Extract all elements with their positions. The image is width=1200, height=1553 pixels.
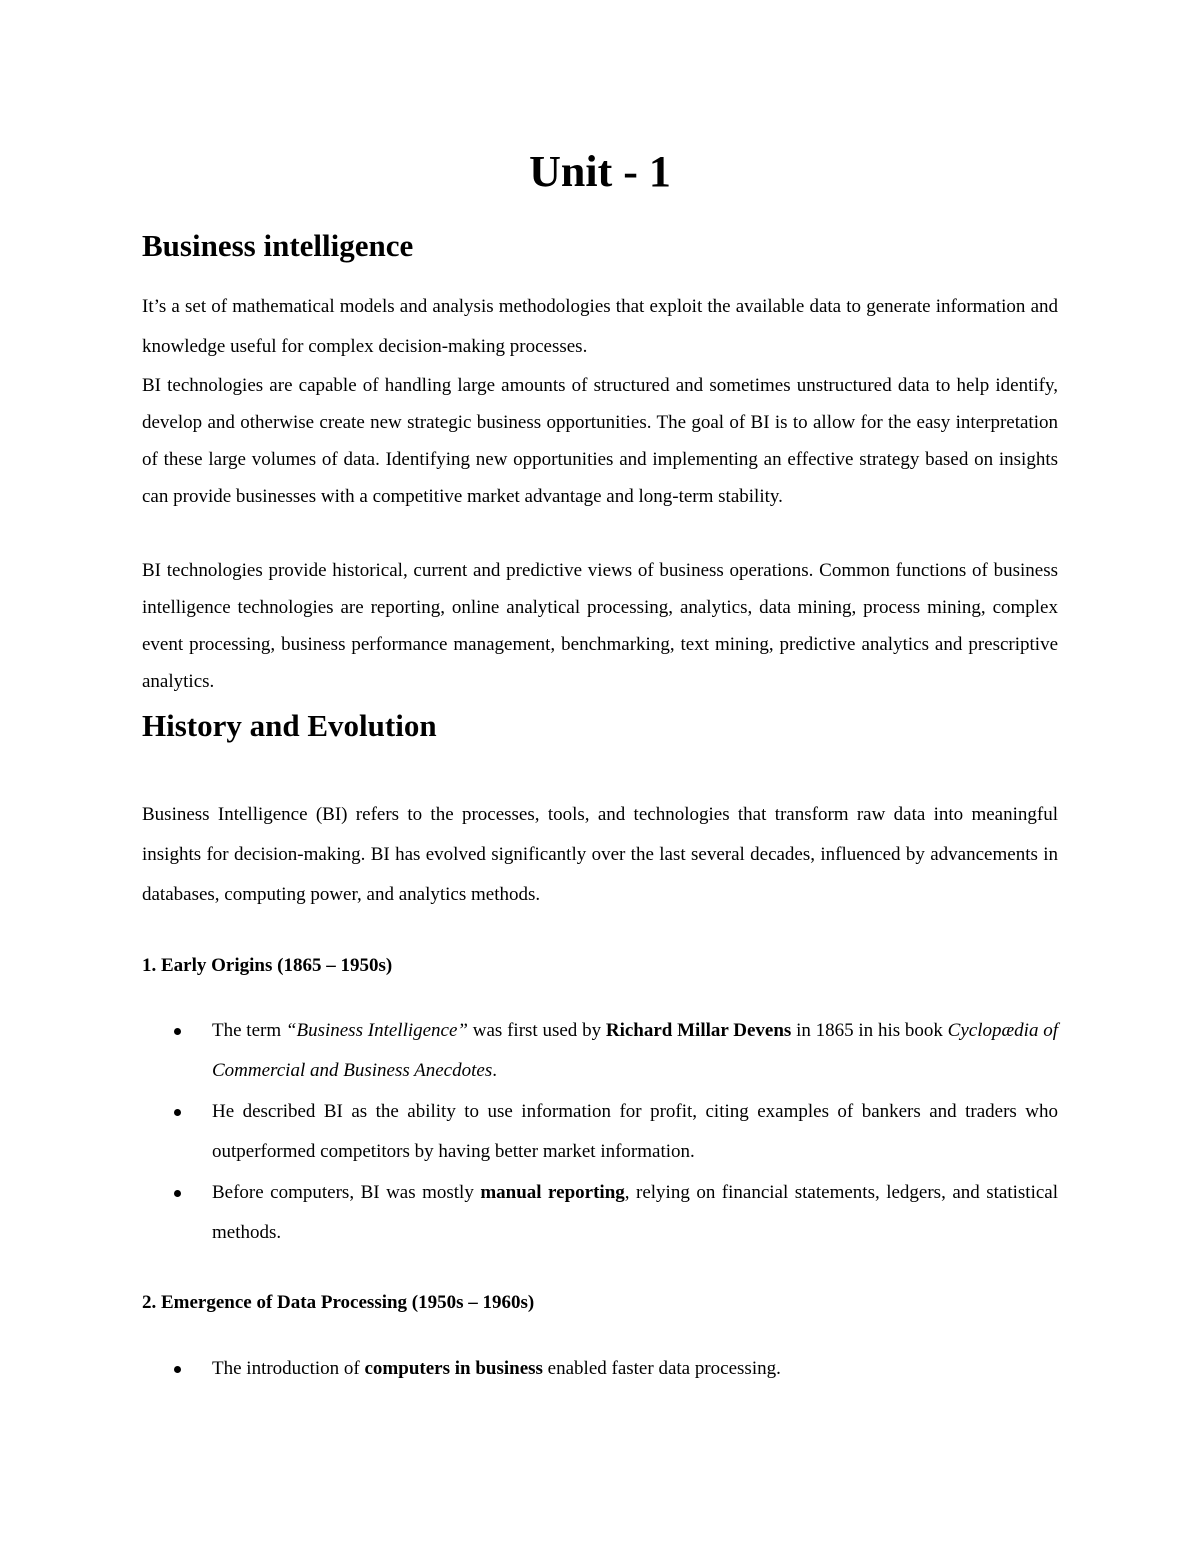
list-early-origins (142, 1011, 1058, 1254)
list-item: Before computers, BI was mostly manual reporting, relying on financial statements, ledgers, and statistical methods. (142, 1173, 1058, 1253)
list-item: He described BI as the ability to use information for profit, citing examples of bankers and traders who outperformed competitors by having better market information. (142, 1092, 1058, 1172)
list-item: The introduction of computers in business enabled faster data processing. (142, 1349, 1058, 1389)
bullet-icon (174, 1366, 181, 1373)
bullet-icon (174, 1190, 181, 1197)
paragraph-bi-definition: It’s a set of mathematical models and analysis methodologies that exploit the available data to generate information and knowledge useful for complex decision-making processes. (142, 296, 1058, 357)
paragraph-bi-technologies: BI technologies are capable of handling large amounts of structured and sometimes unstructured data to help identify, develop and otherwise create new strategic business opportunities. The goal of BI is to allow for the easy interpretation of these large volumes of data. Identifying new opportunities and implementing an effective strategy based on insights can provide businesses with a competitive market advantage and long-term stability. (142, 375, 1058, 507)
list-item: The term “Business Intelligence” was first used by Richard Millar Devens in 1865 in his book Cyclopædia of Commercial and Business Anecdotes. (142, 1011, 1058, 1091)
heading-early-origins: 1. Early Origins (1865 – 1950s) (142, 955, 393, 976)
bullet-icon (174, 1109, 181, 1116)
heading-history-evolution: History and Evolution (142, 708, 437, 743)
paragraph-history-intro: Business Intelligence (BI) refers to the processes, tools, and technologies that transform raw data into meaningful insights for decision-making. BI has evolved significantly over the last several decades, influenced by advancements in databases, computing power, and analytics methods. (142, 804, 1058, 905)
page-title: Unit - 1 (529, 147, 671, 196)
heading-data-processing: 2. Emergence of Data Processing (1950s – 1960s) (142, 1292, 535, 1313)
heading-business-intelligence: Business intelligence (142, 228, 414, 263)
paragraph-bi-functions: BI technologies provide historical, current and predictive views of business operations. Common functions of business intelligence technologies are reporting, online analytical processing, analytics, data mining, process mining, complex event processing, business performance management, benchmarking, text mining, predictive analytics and prescriptive analytics. (142, 560, 1058, 692)
list-data-processing (142, 1349, 1058, 1390)
bullet-icon (174, 1028, 181, 1035)
